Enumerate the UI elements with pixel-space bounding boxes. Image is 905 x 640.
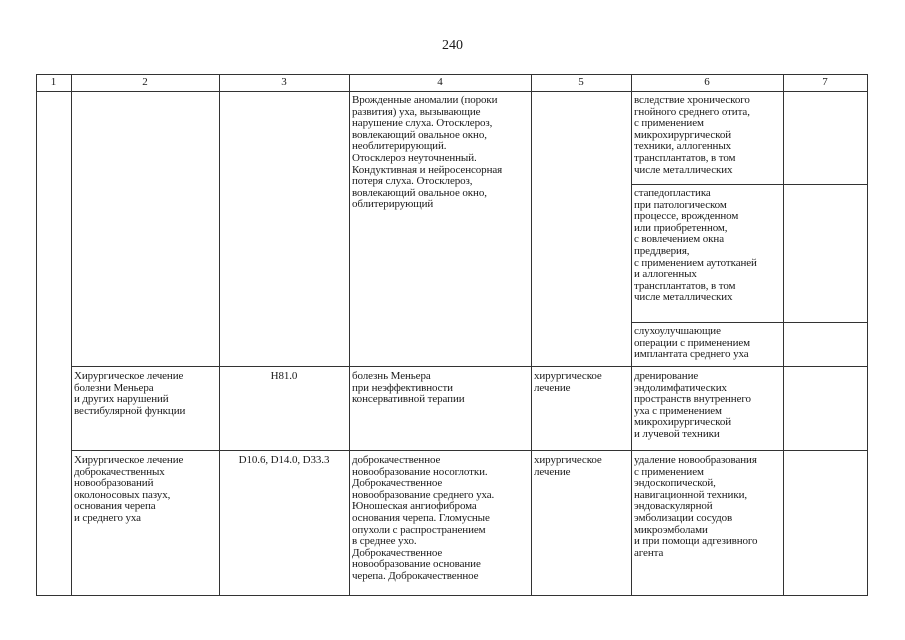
row1-diagnosis: Врожденные аномалии (пороки развития) уха, вызывающие нарушение слуха. Отосклероз, вовлекающий овальное окно, необлитерирующий. Отосклероз неуточненный. Кондуктивная и нейросенсорная потеря слуха. Отосклероз, вовлекающий овальное окно, облитерирующий (352, 94, 503, 211)
row1-method-2: стапедопластика при патологическом процессе, врожденном или приобретенном, с вовлечением окна преддверия, с применением аутотканей и аллогенных трансплантатов, в том числе металлических (634, 187, 757, 304)
col-border-1 (71, 74, 72, 596)
col-border-4 (531, 74, 532, 596)
row3-icd-codes: D10.6, D14.0, D33.3 (238, 454, 330, 466)
header-col-1: 1 (50, 76, 57, 88)
row3-method: удаление новообразования с применением эндоскопической, навигационной техники, эндоваскулярной эмболизации сосудов микроэмболами и при помощи адгезивного агента (634, 454, 758, 559)
header-col-2: 2 (142, 76, 148, 88)
col-border-5 (631, 74, 632, 596)
col6-divider-2 (631, 322, 868, 323)
header-col-4: 4 (437, 76, 443, 88)
col-border-0 (36, 74, 37, 596)
row2-diagnosis: болезнь Меньера при неэффективности консервативной терапии (352, 370, 465, 406)
row2-icd-code: H81.0 (270, 370, 298, 382)
col-border-2 (219, 74, 220, 596)
table-top-border (36, 74, 868, 75)
col6-divider-1 (631, 184, 868, 185)
page-number: 240 (442, 38, 463, 53)
header-col-6: 6 (704, 76, 710, 88)
row3-treatment-type: хирургическое лечение (534, 454, 602, 478)
header-col-7: 7 (822, 76, 828, 88)
col-border-3 (349, 74, 350, 596)
header-col-5: 5 (578, 76, 584, 88)
row1-method-3: слухоулучшающие операции с применением имплантата среднего уха (634, 325, 750, 361)
col-border-7 (867, 74, 868, 596)
medical-procedures-table (36, 74, 868, 596)
row2-treatment: Хирургическое лечение болезни Меньера и других нарушений вестибулярной функции (74, 370, 186, 417)
row1-method-1: вследствие хронического гнойного среднего отита, с применением микрохирургической техники, аллогенных трансплантатов, в том числе металлических (634, 94, 750, 176)
row-divider-1 (71, 366, 868, 367)
header-bottom-border (36, 91, 868, 92)
row3-treatment: Хирургическое лечение доброкачественных новообразований околоносовых пазух, основания черепа и среднего уха (74, 454, 184, 524)
header-col-3: 3 (281, 76, 287, 88)
row2-method: дренирование эндолимфатических пространств внутреннего уха с применением микрохирургической и лучевой техники (634, 370, 751, 440)
table-bottom-border (36, 595, 868, 596)
col-border-6 (783, 74, 784, 596)
row-divider-2 (71, 450, 868, 451)
row2-treatment-type: хирургическое лечение (534, 370, 602, 394)
row3-diagnosis: доброкачественное новообразование носоглотки. Доброкачественное новообразование среднего уха. Юношеская ангиофиброма основания черепа. Гломусные опухоли с распространением в среднее ухо. Доброкачественное новообразование основание черепа. Доброкачественное (352, 454, 495, 582)
